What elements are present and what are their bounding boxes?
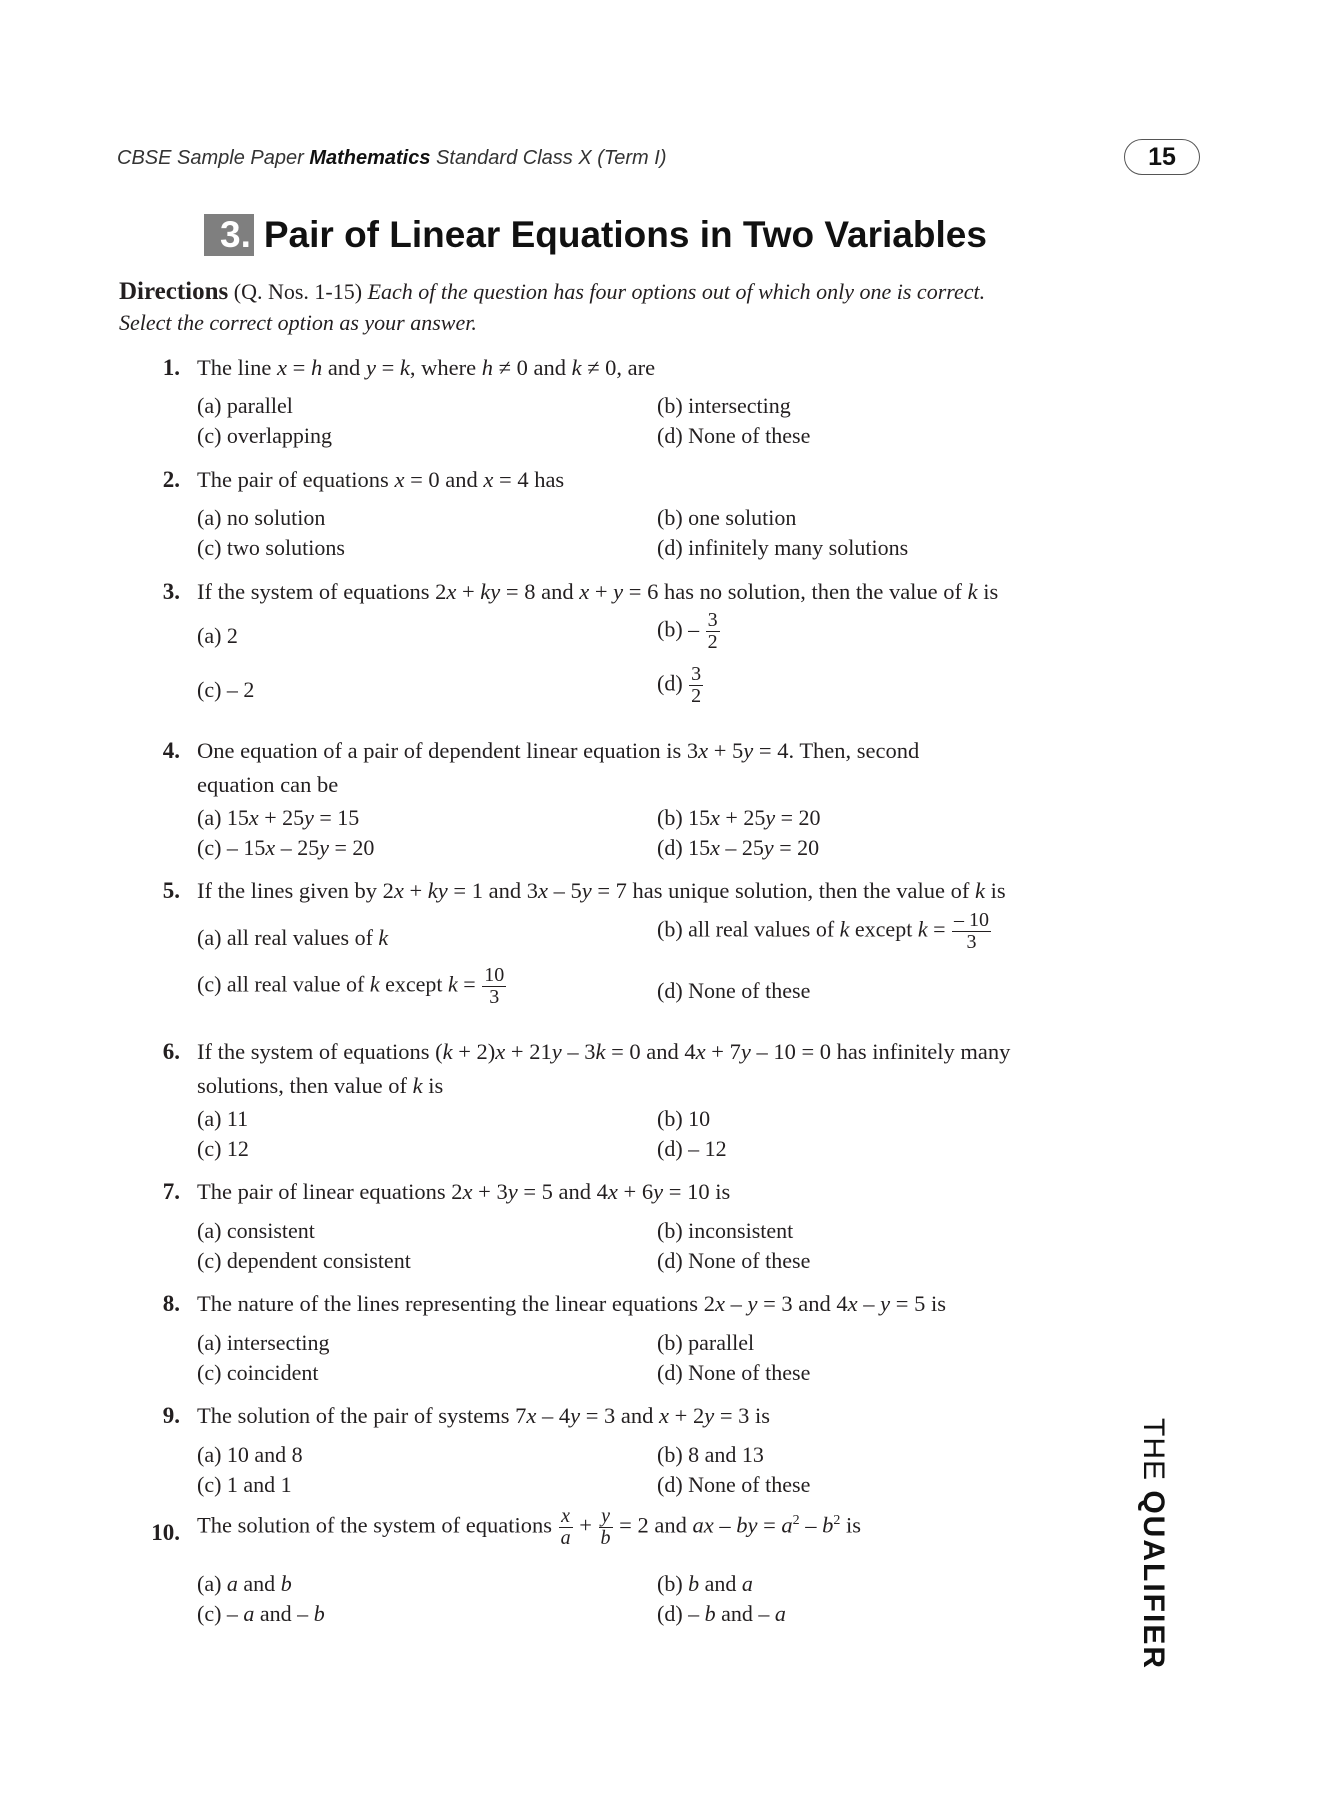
subject-name: Mathematics [309,147,431,169]
option: (c) two solutions [197,535,345,560]
directions-line2: Select the correct option as your answer. [119,310,477,335]
question-text: If the system of equations 2x + ky = 8 and x + y = 6 has no solution, then the value of k is [197,579,999,604]
option: (c) overlapping [197,423,332,448]
option: (c) coincident [197,1360,319,1385]
option: (a) 15x + 25y = 15 [197,805,360,830]
option: (b) 15x + 25y = 20 [657,805,821,830]
question-text: One equation of a pair of dependent linear equation is 3x + 5y = 4. Then, second [197,738,920,763]
fraction: $\frac{x}{a}$ [560,1505,571,1549]
fraction: $\frac{y}{b}$ [600,1505,611,1549]
fraction: $\frac{3}{2}$ [707,609,718,653]
option: (c) – 2 [197,677,255,702]
option: (a) 11 [197,1106,249,1131]
chapter-title: 3. Pair of Linear Equations in Two Variables [204,214,987,256]
option: (d) 15x – 25y = 20 [657,835,820,860]
option: (b) inconsistent [657,1218,794,1243]
option: (a) no solution [197,505,326,530]
option: (c) 1 and 1 [197,1472,292,1497]
fraction: $\frac{10}{3}$ [484,964,505,1008]
option: (b) all real values of k except k = $\frac{- 10}{3}$ [657,909,989,953]
option: (d) – b and – a [657,1601,786,1626]
page-number: 15 [1124,139,1200,175]
option: (a) a and b [197,1571,292,1596]
option: (c) all real value of k except k = $\frac{10}{3}$ [197,964,505,1008]
question-number: 9. [162,1403,180,1428]
fraction: $\frac{3}{2}$ [691,663,702,707]
question-number: 1. [162,355,180,380]
option: (c) dependent consistent [197,1248,411,1273]
option: (a) intersecting [197,1330,330,1355]
option: (d) None of these [657,423,811,448]
option: (b) b and a [657,1571,753,1596]
running-header: CBSE Sample Paper Mathematics Standard Class X (Term I) [117,147,667,169]
question-text: The line x = h and y = k, where h ≠ 0 and k ≠ 0, are [197,355,656,380]
option: (b) parallel [657,1330,755,1355]
question-text: If the system of equations (k + 2)x + 21y – 3k = 0 and 4x + 7y – 10 = 0 has infinitely many [197,1039,1011,1064]
option: (b) 10 [657,1106,711,1131]
question-text: The solution of the pair of systems 7x – 4y = 3 and x + 2y = 3 is [197,1403,771,1428]
question-number: 3. [162,579,180,604]
option: (a) 2 [197,623,238,648]
question-text: The pair of linear equations 2x + 3y = 5 and 4x + 6y = 10 is [197,1179,731,1204]
question-number: 5. [162,878,180,903]
question-text: The solution of the system of equations $\frac{x}{a}$ + $\frac{y}{b}$ = 2 and ax – by = $a^2 - b^2$ is [197,1505,862,1549]
option: (a) consistent [197,1218,315,1243]
question-number: 2. [162,467,180,492]
side-brand-label: THE QUALIFIER [1137,1418,1170,1671]
option: (c) – a and – b [197,1601,325,1626]
option: (c) – 15x – 25y = 20 [197,835,375,860]
question-text-line2: solutions, then value of k is [197,1073,444,1098]
option: (b) one solution [657,505,797,530]
option: (a) all real values of k [197,925,389,950]
option: (b) intersecting [657,393,791,418]
option: (d) – 12 [657,1136,727,1161]
option: (b) – $\frac{3}{2}$ [657,609,718,653]
question-text-line2: equation can be [197,772,339,797]
fraction: $\frac{- 10}{3}$ [954,909,989,953]
option: (d) None of these [657,1360,811,1385]
option: (b) 8 and 13 [657,1442,764,1467]
question-text: The pair of equations x = 0 and x = 4 has [197,467,565,492]
question-number: 10. [151,1520,180,1545]
directions: Directions (Q. Nos. 1-15) Each of the question has four options out of which only one is correct. [119,278,986,305]
chapter-number: 3. [204,214,254,256]
question-text: If the lines given by 2x + ky = 1 and 3x – 5y = 7 has unique solution, then the value of k is [197,878,1006,903]
option: (d) infinitely many solutions [657,535,909,560]
option: (a) 10 and 8 [197,1442,303,1467]
option: (c) 12 [197,1136,249,1161]
option: (d) None of these [657,978,811,1003]
option: (a) parallel [197,393,293,418]
option: (d) None of these [657,1248,811,1273]
question-text: The nature of the lines representing the linear equations 2x – y = 3 and 4x – y = 5 is [197,1291,946,1316]
question-number: 7. [162,1179,180,1204]
question-number: 4. [162,738,180,763]
question-number: 8. [162,1291,180,1316]
option: (d) $\frac{3}{2}$ [657,663,702,707]
option: (d) None of these [657,1472,811,1497]
question-number: 6. [162,1039,180,1064]
